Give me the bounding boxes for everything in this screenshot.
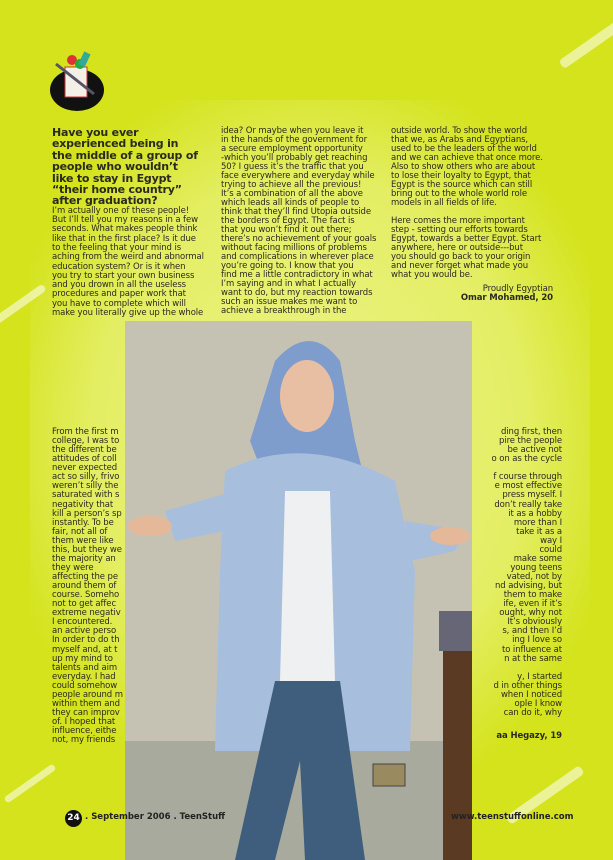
text-line: what you would be. (391, 270, 473, 280)
text-line: could (539, 544, 562, 555)
text-line: f course through (493, 472, 562, 483)
text-line: the borders of Egypt. The fact is (221, 216, 355, 226)
text-line: to lose their loyalty to Egypt, that (391, 171, 531, 181)
text-line: ing I love so (512, 635, 562, 646)
text-line: never expected (52, 463, 118, 474)
text-line: can do it, why (503, 707, 562, 718)
text-line: idea? Or maybe when you leave it (221, 126, 364, 136)
text-line: they can improv (52, 707, 120, 718)
text-line: o on as the cycle (491, 454, 562, 465)
text-line: attitudes of coll (52, 454, 117, 465)
decorative-streak (558, 21, 613, 69)
text-line: people around m (52, 689, 123, 700)
text-line: you’re going to. I know that you (221, 261, 354, 271)
text-line: when I noticed (500, 689, 562, 700)
text-line: to the feeling that your mind is (52, 242, 182, 253)
website-link[interactable]: www.teenstuffonline.com (451, 812, 574, 822)
text-line: in the hands of the government for (221, 135, 367, 145)
text-line: affecting the pe (52, 572, 118, 582)
text-line: 50? I guess it’s the traffic that you (221, 162, 364, 172)
text-line: d in other things (493, 680, 562, 691)
article1-column2 (221, 127, 376, 316)
text-line: aching from the weird and abnormal (52, 252, 204, 263)
text-line: college, I was to (52, 436, 120, 447)
text-line: make you literally give up the whole (52, 308, 204, 318)
text-line: used to be the leaders of the world (391, 144, 537, 154)
author: Omar Mohamed, 20 (460, 293, 553, 303)
text-line: you try to start your own business (52, 270, 195, 281)
text-line: be active not (507, 445, 562, 456)
article1-column3 (391, 127, 553, 303)
heading-line: Have you ever (52, 126, 139, 139)
text-line: talents and aim (52, 662, 118, 673)
text-line: I’m saying and in what I actually (221, 279, 356, 289)
text-line: anywhere, here or outside---but (391, 243, 523, 253)
text-line: negativity that (52, 499, 114, 510)
text-line: young teens (510, 562, 562, 573)
text-line: procedures and paper work that (52, 289, 186, 300)
text-line: I encountered. (52, 617, 113, 628)
text-line: find me a little contradictory in what (221, 270, 373, 280)
text-line: kill a person’s sp (52, 508, 122, 519)
text-line: of. I hoped that (52, 717, 116, 727)
text-line: outside world. To show the world (391, 126, 528, 136)
text-line: But I’ll tell you my reasons in a few (52, 215, 198, 226)
text-line: course. Someho (52, 590, 120, 601)
text-line: and you drown in all the useless (52, 280, 186, 291)
text-line: Egypt, towards a better Egypt. Start (391, 234, 542, 244)
face (280, 360, 334, 432)
heading-line: like to stay in Egypt (52, 171, 172, 185)
bits-and-pieces-logo (48, 50, 106, 112)
text-line: step - setting our efforts towards (391, 225, 528, 235)
text-line: the different be (52, 445, 117, 456)
text-line: s, and then I’d (502, 626, 562, 637)
text-line: and complications in wherever place (221, 252, 374, 262)
text-line: myself and, at t (52, 644, 118, 655)
text-line: this, but they we (52, 544, 122, 555)
text-line: pire the people (499, 436, 562, 447)
text-line: e most effective (494, 481, 562, 492)
text-line: From the first m (52, 427, 119, 437)
text-line: which leads all kinds of people to (221, 198, 360, 208)
text-line: y, I started (517, 671, 562, 682)
issue-info: . September 2006 . TeenStuff (85, 812, 226, 822)
heading-line: the middle of a group of (52, 148, 198, 162)
heading-line: after graduation? (52, 194, 158, 208)
text-line: n at the same (504, 653, 562, 664)
text-line: instantly. To be (52, 517, 114, 528)
text-line: ife, even if it’s (503, 599, 562, 610)
text-line: to influence at (502, 644, 562, 655)
text-line: that you won’t find it out there; (221, 225, 352, 235)
text-line: not, my friends (52, 735, 116, 746)
text-line: not to get affec (52, 599, 117, 610)
text-line: the majority an (52, 553, 116, 564)
text-line: trying to achieve all the previous! (221, 180, 362, 190)
text-line: In order to do th (52, 635, 120, 646)
signoff: Proudly Egyptian (482, 284, 553, 294)
portrait-photo (125, 321, 472, 860)
text-line: everyday. I had (52, 671, 116, 682)
text-line: without facing millions of problems (221, 243, 367, 253)
text-line: think that they’ll find Utopia outside (221, 207, 371, 217)
text-line: bring out to the whole world role (391, 189, 527, 199)
heading-line: “their home country” (52, 182, 182, 196)
text-line: ought, why not (499, 608, 562, 619)
text-line: a secure employment opportunity (221, 144, 363, 154)
text-line: don’t really take (494, 499, 562, 510)
bookshelf (443, 621, 472, 860)
text-line: press myself. I (502, 490, 562, 501)
text-line: like that in the first place? Is it due (52, 233, 196, 244)
text-line: act so silly, frivo (52, 472, 120, 483)
text-line: take it as a (516, 526, 562, 537)
text-line: education system? Or is it when (52, 261, 186, 272)
text-line: want to do, but my reaction towards (221, 288, 373, 298)
text-line: and never forget what made you (391, 261, 528, 271)
text-line: saturated with s (52, 490, 120, 501)
text-line: within them and (52, 698, 120, 709)
text-line: weren’t silly the (52, 481, 119, 492)
text-line: Egypt is the source which can still (391, 180, 533, 190)
text-line: Also to show others who are about (391, 162, 536, 172)
text-line: -which you’ll probably get reaching (221, 153, 368, 163)
text-line: you should go back to your origin (391, 252, 531, 262)
text-line: it as a hobby (508, 508, 562, 519)
text-line: way I (540, 535, 562, 546)
text-line: you have to complete which will (52, 298, 186, 309)
text-line: influence, eithe (52, 726, 117, 737)
text-line: make some (513, 553, 562, 564)
article2-author: aa Hegazy, 19 (496, 731, 562, 741)
text-line: seconds. What makes people think (52, 224, 198, 235)
text-line: extreme negativ (52, 608, 121, 619)
article1-heading (52, 127, 204, 207)
text-line: vated, not by (506, 572, 562, 582)
text-line: them to make (503, 590, 562, 601)
page-number: 24 (65, 810, 82, 827)
text-line: they were (52, 562, 94, 573)
text-line: ople I know (514, 698, 562, 709)
article2-right-column (472, 428, 562, 718)
text-line: an active perso (52, 626, 117, 637)
heading-line: people who wouldn’t (52, 160, 178, 174)
text-line: more than I (513, 517, 562, 528)
text-line: up my mind to (52, 653, 113, 664)
text-line: and we can achieve that once more. (391, 153, 543, 163)
text-line: It’s a combination of all the above (221, 189, 363, 199)
text-line: them were like (52, 535, 114, 546)
text-line: models in all fields of life. (391, 198, 497, 208)
text-line: achieve a breakthrough in the (221, 306, 347, 316)
text-line: It’s obviously (507, 617, 562, 628)
text-line: there’s no achievement of your goals (221, 234, 377, 244)
text-line: nd advising, but (495, 581, 562, 592)
text-line: face everywhere and everyday while (221, 171, 375, 181)
article2-left-column (52, 428, 123, 745)
wall-socket (373, 764, 405, 786)
heading-line: experienced being in (52, 137, 179, 151)
text-line: such an issue makes me want to (221, 297, 358, 307)
text-line: around them of (52, 581, 117, 592)
article1-column1 (52, 127, 204, 318)
text-line: could somehow (52, 680, 118, 691)
text-line: fair, not all of (52, 526, 108, 537)
text-line: ding first, then (501, 427, 562, 437)
text-line: that we, as Arabs and Egyptians, (391, 135, 529, 145)
text-line: Here comes the more important (391, 216, 525, 226)
text-line: I’m actually one of these people! (52, 205, 190, 216)
